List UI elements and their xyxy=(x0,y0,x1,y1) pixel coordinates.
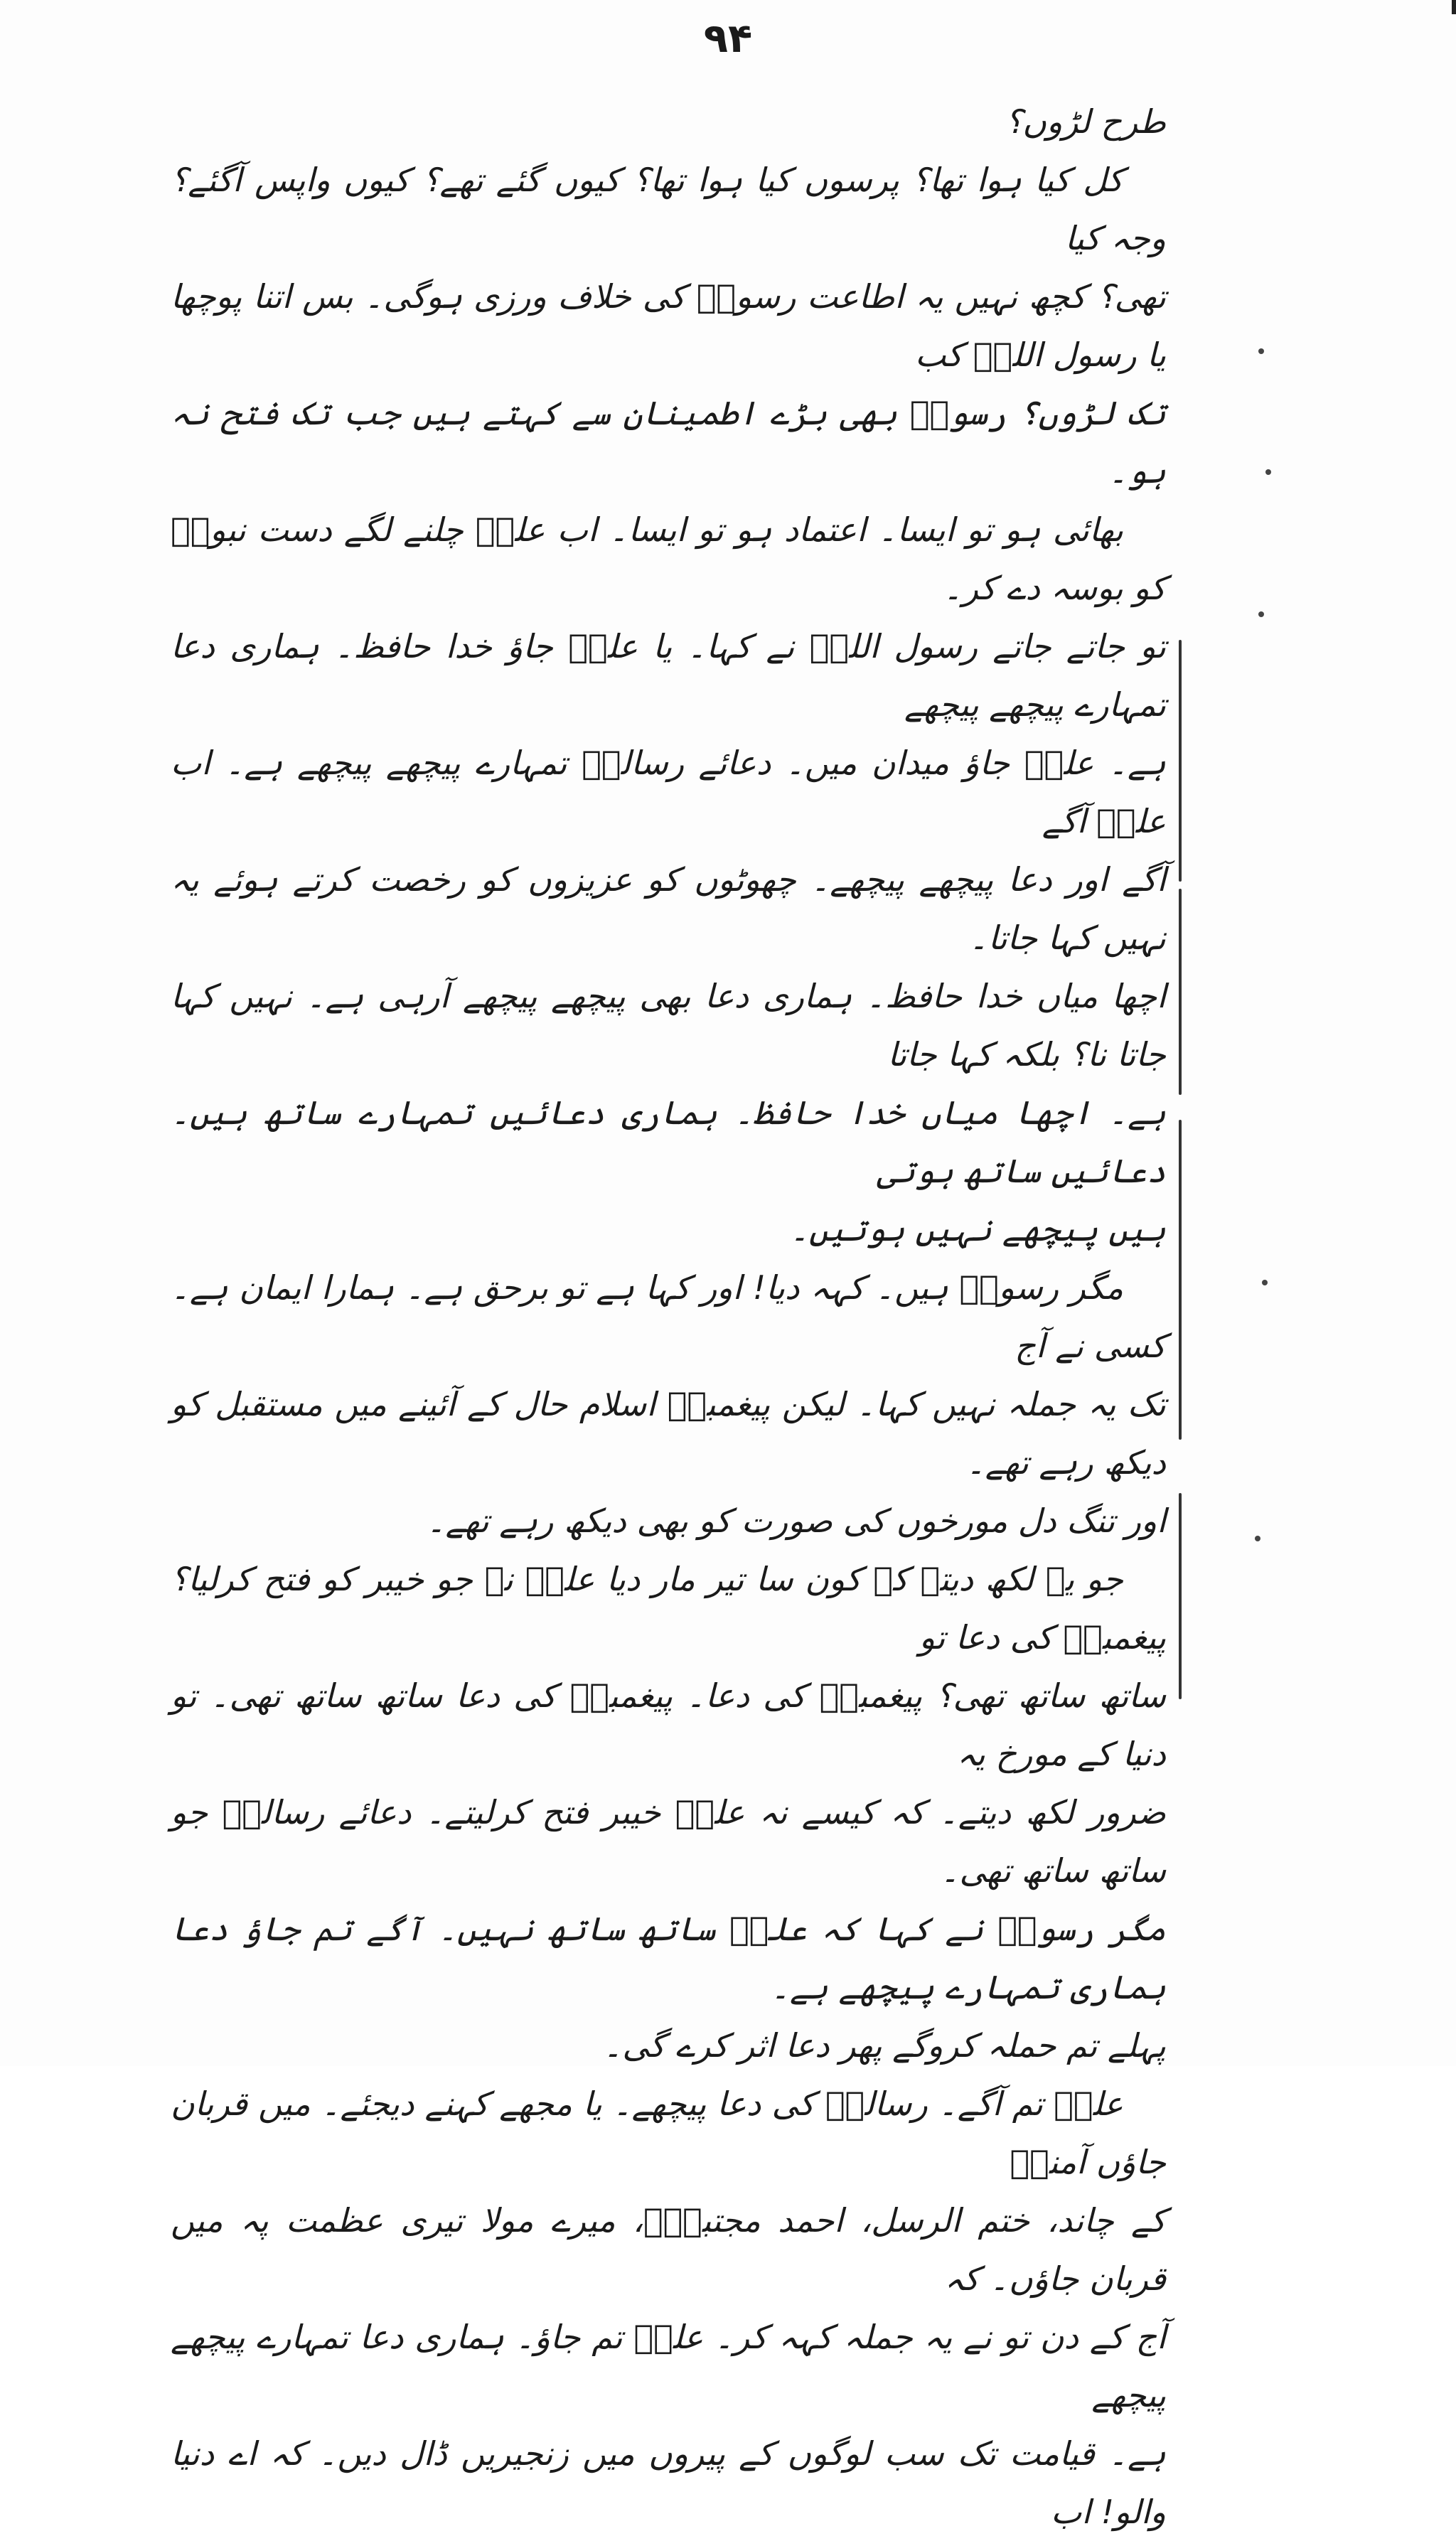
text-line: ہے۔ علیؑ جاؤ میدان میں۔ دعائے رسالتؐ تمہارے پیچھے پیچھے ہے۔ اب علیؑ آگے xyxy=(171,744,1166,840)
text-line: اچھا میاں خدا حافظ۔ ہماری دعا بھی پیچھے پیچھے آرہی ہے۔ نہیں کہا جاتا نا؟ بلکہ کہا جاتا xyxy=(171,977,1166,1074)
scan-edge-mark xyxy=(1452,0,1456,14)
text-line: مگر رسولؐ نے کہا کہ علیؑ ساتھ ساتھ نہیں۔ آگے تم جاؤ دعا ہماری تمہارے پیچھے ہے۔ xyxy=(171,1910,1166,2006)
text-line: ہیں پیچھے نہیں ہوتیں۔ xyxy=(789,1210,1166,1248)
text-line: تک لڑوں؟ رسولؐ بھی بڑے اطمینان سے کہتے ہیں جب تک فتح نہ ہو۔ xyxy=(171,394,1166,491)
page-number: ۹۴ xyxy=(703,16,753,62)
margin-dot xyxy=(1258,611,1264,617)
text-line: تھی؟ کچھ نہیں یہ اطاعت رسولؐ کی خلاف ورزی ہوگی۔ بس اتنا پوچھا یا رسول اللہؐ کب xyxy=(171,277,1166,374)
text-line: مگر رسولؐ ہیں۔ کہہ دیا! اور کہا ہے تو برحق ہے۔ ہمارا ایمان ہے۔ کسی نے آج xyxy=(171,1268,1166,1365)
text-line: اور تنگ دل مورخوں کی صورت کو بھی دیکھ رہے تھے۔ xyxy=(426,1502,1166,1540)
body-text xyxy=(171,92,1166,2541)
text-line: بھائی ہو تو ایسا۔ اعتماد ہو تو ایسا۔ اب علیؑ چلنے لگے دست نبوتؐ کو بوسہ دے کر۔ xyxy=(171,510,1166,607)
text-line: آگے اور دعا پیچھے پیچھے۔ چھوٹوں کو عزیزوں کو رخصت کرتے ہوئے یہ نہیں کہا جاتا۔ xyxy=(171,860,1166,957)
text-line: تو جاتے جاتے رسول اللہؐ نے کہا۔ یا علیؑ جاؤ خدا حافظ۔ ہماری دعا تمہارے پیچھے پیچھے xyxy=(171,627,1166,724)
margin-dot xyxy=(1258,348,1264,354)
margin-bracket xyxy=(1179,1120,1182,1440)
text-line: علیؑ تم آگے۔ رسالتؐ کی دعا پیچھے۔ یا مجھے کہنے دیجئے۔ میں قربان جاؤں آمنہؑ xyxy=(171,2085,1166,2181)
margin-bracket xyxy=(1179,889,1182,1095)
margin-dot xyxy=(1262,1280,1268,1285)
text-line: آج کے دن تو نے یہ جملہ کہہ کر۔ علیؑ تم جاؤ۔ ہماری دعا تمہارے پیچھے پیچھے xyxy=(171,2318,1166,2414)
text-line: پہلے تم حملہ کروگے پھر دعا اثر کرے گی۔ xyxy=(603,2026,1166,2065)
text-line: جو یہ لکھ دیتے کہ کون سا تیر مار دیا علیؑ نے جو خیبر کو فتح کرلیا؟ پیغمبرؐ کی دعا تو xyxy=(171,1560,1166,1657)
text-line: ہے۔ اچھا میاں خدا حافظ۔ ہماری دعائیں تمہارے ساتھ ہیں۔ دعائیں ساتھ ہوتی xyxy=(171,1093,1166,1190)
text-line: کل کیا ہوا تھا؟ پرسوں کیا ہوا تھا؟ کیوں گئے تھے؟ کیوں واپس آگئے؟ وجہ کیا xyxy=(171,161,1166,257)
margin-bracket xyxy=(1179,640,1182,882)
text-line: تک یہ جملہ نہیں کہا۔ لیکن پیغمبرؐ اسلام حال کے آئینے میں مستقبل کو دیکھ رہے تھے۔ xyxy=(171,1385,1166,1482)
text-line: طرح لڑوں؟ xyxy=(1005,102,1166,141)
text-line: ضرور لکھ دیتے۔ کہ کیسے نہ علیؑ خیبر فتح کرلیتے۔ دعائے رسالتؐ جو ساتھ ساتھ تھی۔ xyxy=(171,1793,1166,1890)
margin-dot xyxy=(1265,469,1271,475)
text-line: کے چاند، ختم الرسل، احمد مجتبیٰؐ، میرے مولا تیری عظمت پہ میں قربان جاؤں۔ کہ xyxy=(171,2201,1166,2298)
margin-bracket xyxy=(1179,1493,1182,1699)
text-line: ہے۔ قیامت تک سب لوگوں کے پیروں میں زنجیریں ڈال دیں۔ کہ اے دنیا والو! اب xyxy=(171,2434,1166,2531)
text-line: ساتھ ساتھ تھی؟ پیغمبرؐ کی دعا۔ پیغمبرؐ کی دعا ساتھ ساتھ تھی۔ تو دنیا کے مورخ یہ xyxy=(171,1676,1166,1773)
margin-dot xyxy=(1255,1536,1260,1541)
